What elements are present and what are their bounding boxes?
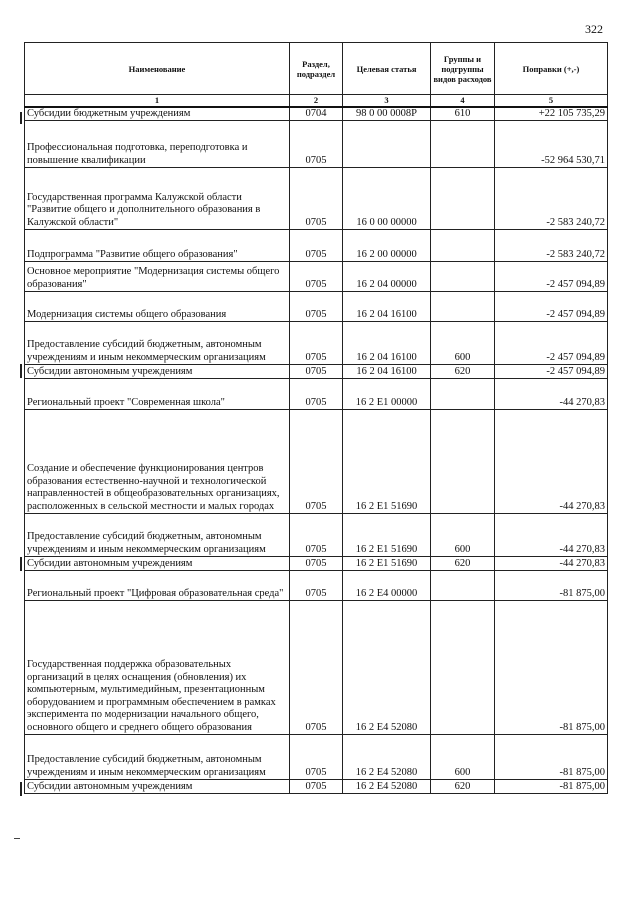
cell-group <box>431 230 495 262</box>
cell-group <box>431 601 495 735</box>
header-amount: Поправки (+,-) <box>495 43 608 95</box>
cell-group: 620 <box>431 557 495 571</box>
cell-article: 16 2 Е1 00000 <box>343 379 431 410</box>
cell-amount: -81 875,00 <box>495 780 608 794</box>
table-row <box>25 107 608 121</box>
cell-section: 0705 <box>290 230 343 262</box>
cell-section: 0705 <box>290 557 343 571</box>
cell-group <box>431 262 495 292</box>
cell-name: Модернизация системы общего образования <box>25 292 290 322</box>
header-article: Целевая статья <box>343 43 431 95</box>
cell-name: Субсидии автономным учреждениям <box>25 557 290 571</box>
row-marker-bar <box>20 112 22 124</box>
cell-name: Основное мероприятие "Модернизация системы общего образования" <box>25 262 290 292</box>
cell-section: 0705 <box>290 379 343 410</box>
cell-section: 0705 <box>290 601 343 735</box>
cell-section: 0705 <box>290 292 343 322</box>
cell-section: 0705 <box>290 262 343 292</box>
cell-section: 0705 <box>290 121 343 168</box>
table-row <box>25 168 608 230</box>
cell-name: Создание и обеспечение функционирования центров образования естественно-научной и технологической направленностей в общеобразовательных организациях, расположенных в сельской местности и малых городах <box>25 410 290 514</box>
table-row <box>25 780 608 794</box>
table-row <box>25 410 608 514</box>
cell-name: Региональный проект "Цифровая образовательная среда" <box>25 571 290 601</box>
cell-amount: -52 964 530,71 <box>495 121 608 168</box>
cell-article: 16 2 Е4 00000 <box>343 571 431 601</box>
cell-amount: +22 105 735,29 <box>495 107 608 121</box>
cell-article: 16 2 04 16100 <box>343 322 431 365</box>
cell-article: 16 2 Е4 52080 <box>343 601 431 735</box>
cell-article: 16 2 Е1 51690 <box>343 557 431 571</box>
table-row <box>25 230 608 262</box>
cell-amount: -2 583 240,72 <box>495 230 608 262</box>
cell-name: Региональный проект "Современная школа" <box>25 379 290 410</box>
cell-group: 600 <box>431 322 495 365</box>
cell-amount: -44 270,83 <box>495 557 608 571</box>
cell-name: Субсидии бюджетным учреждениям <box>25 107 290 121</box>
cell-amount: -44 270,83 <box>495 514 608 557</box>
cell-article: 16 2 Е4 52080 <box>343 780 431 794</box>
cell-group <box>431 168 495 230</box>
cell-group <box>431 121 495 168</box>
table-row <box>25 365 608 379</box>
cell-amount: -81 875,00 <box>495 601 608 735</box>
cell-article: 16 0 00 00000 <box>343 168 431 230</box>
cell-group: 610 <box>431 107 495 121</box>
cell-amount: -81 875,00 <box>495 735 608 780</box>
cell-amount: -44 270,83 <box>495 410 608 514</box>
cell-group <box>431 571 495 601</box>
cell-article: 16 2 Е4 52080 <box>343 735 431 780</box>
column-number: 4 <box>431 95 495 107</box>
cell-group <box>431 379 495 410</box>
header-name: Наименование <box>25 43 290 95</box>
header-group: Группы и подгруппы видов расходов <box>431 43 495 95</box>
cell-section: 0705 <box>290 168 343 230</box>
table-row <box>25 557 608 571</box>
table-row <box>25 571 608 601</box>
cell-section: 0705 <box>290 780 343 794</box>
header-section: Раздел, подраздел <box>290 43 343 95</box>
cell-name: Профессиональная подготовка, переподготовка и повышение квалификации <box>25 121 290 168</box>
table-row <box>25 379 608 410</box>
table-row <box>25 262 608 292</box>
cell-amount: -2 457 094,89 <box>495 365 608 379</box>
cell-section: 0705 <box>290 735 343 780</box>
cell-name: Государственная поддержка образовательных организаций в целях оснащения (обновления) их компьютерным, мультимедийным, презентационным оборудованием и программным обеспечением в рамках эксперимента по модернизации начального общего, основного общего и среднего общего образования <box>25 601 290 735</box>
cell-amount: -81 875,00 <box>495 571 608 601</box>
column-number: 2 <box>290 95 343 107</box>
budget-amendments-table <box>24 42 608 794</box>
table-header-row <box>25 43 608 95</box>
row-marker-bar <box>20 782 22 796</box>
column-number: 5 <box>495 95 608 107</box>
cell-section: 0705 <box>290 365 343 379</box>
cell-name: Государственная программа Калужской области "Развитие общего и дополнительного образования в Калужской области" <box>25 168 290 230</box>
table-row <box>25 735 608 780</box>
cell-section: 0705 <box>290 571 343 601</box>
table-row <box>25 601 608 735</box>
cell-article <box>343 121 431 168</box>
row-marker-bar <box>20 364 22 378</box>
column-number-row <box>25 95 608 107</box>
table-row <box>25 121 608 168</box>
cell-group <box>431 292 495 322</box>
table-row <box>25 292 608 322</box>
table-row <box>25 514 608 557</box>
cell-name: Субсидии автономным учреждениям <box>25 780 290 794</box>
cell-amount: -2 457 094,89 <box>495 322 608 365</box>
cell-section: 0705 <box>290 322 343 365</box>
cell-article: 16 2 04 16100 <box>343 292 431 322</box>
cell-name: Предоставление субсидий бюджетным, автономным учреждениям и иным некоммерческим организациям <box>25 514 290 557</box>
cell-name: Подпрограмма "Развитие общего образования" <box>25 230 290 262</box>
cell-article: 16 2 04 16100 <box>343 365 431 379</box>
margin-tick <box>14 838 20 839</box>
cell-name: Субсидии автономным учреждениям <box>25 365 290 379</box>
cell-amount: -2 457 094,89 <box>495 262 608 292</box>
cell-article: 16 2 Е1 51690 <box>343 514 431 557</box>
cell-article: 16 2 00 00000 <box>343 230 431 262</box>
cell-name: Предоставление субсидий бюджетным, автономным учреждениям и иным некоммерческим организациям <box>25 322 290 365</box>
cell-group: 620 <box>431 365 495 379</box>
cell-section: 0704 <box>290 107 343 121</box>
table-row <box>25 322 608 365</box>
cell-group: 620 <box>431 780 495 794</box>
cell-name: Предоставление субсидий бюджетным, автономным учреждениям и иным некоммерческим организациям <box>25 735 290 780</box>
column-number: 3 <box>343 95 431 107</box>
cell-group: 600 <box>431 735 495 780</box>
cell-group: 600 <box>431 514 495 557</box>
cell-article: 16 2 04 00000 <box>343 262 431 292</box>
cell-group <box>431 410 495 514</box>
cell-amount: -2 583 240,72 <box>495 168 608 230</box>
cell-section: 0705 <box>290 410 343 514</box>
cell-section: 0705 <box>290 514 343 557</box>
cell-article: 16 2 Е1 51690 <box>343 410 431 514</box>
row-marker-bar <box>20 557 22 571</box>
column-number: 1 <box>25 95 290 107</box>
page-number: 322 <box>585 22 603 36</box>
cell-article: 98 0 00 0008Р <box>343 107 431 121</box>
cell-amount: -44 270,83 <box>495 379 608 410</box>
cell-amount: -2 457 094,89 <box>495 292 608 322</box>
